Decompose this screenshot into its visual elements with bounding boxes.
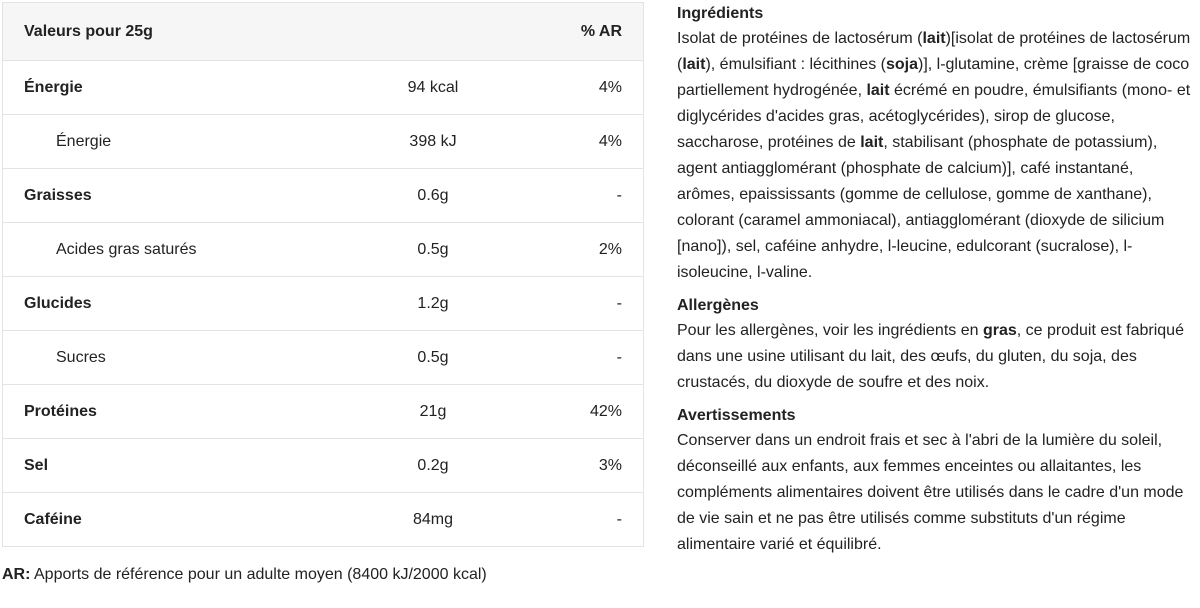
nutrition-table: [2, 2, 644, 547]
nutrient-name: Sel: [24, 456, 49, 474]
ingredients-text: Isolat de protéines de lactosérum (lait)[isolat de protéines de lactosérum (lait), émulsifiant : lécithines (soja)], l-glutamine, crème [graisse de coco partiellement hydrogénée, lait écrémé en poudre, émulsifiants (mono- et diglycérides d'acides gras, acétoglycérides), sirop de glucose, saccharose, protéines de lait, stabilisant (phosphate de potassium), agent antiagglomérant (phosphate de calcium)], café instantané, arômes, epaississants (gomme de cellulose, gomme de xanthane), colorant (caramel ammoniacal), antiagglomérant (dioxyde de silicium [nano]), sel, caféine anhydre, l-leucine, edulcorant (sucralose), l-isoleucine, l-valine.: [677, 30, 1191, 281]
nutrient-value: 0.5g: [417, 348, 449, 366]
table-row: [3, 331, 643, 385]
allergens-text: Pour les allergènes, voir les ingrédients en gras, ce produit est fabriqué dans une usine utilisant du lait, des œufs, du gluten, du soja, des crustacés, du dioxyde de soufre et des noix.: [677, 322, 1184, 391]
nutrient-name: Protéines: [24, 402, 97, 420]
header-portion-label: Valeurs pour 25g: [24, 22, 153, 40]
nutrient-ar: 3%: [598, 456, 622, 474]
nutrient-ar: 2%: [598, 240, 622, 258]
nutrient-ar: -: [616, 186, 622, 204]
table-row: [3, 223, 643, 277]
table-row: [3, 169, 643, 223]
table-row: [3, 61, 643, 115]
table-row: [3, 439, 643, 493]
nutrient-name: Graisses: [24, 186, 92, 204]
warnings-text: Conserver dans un endroit frais et sec à l'abri de la lumière du soleil, déconseillé aux enfants, aux femmes enceintes ou allaitantes, les compléments alimentaires doivent être utilisés dans le cadre d'un mode de vie sain et ne pas être utilisés comme substituts d'un régime alimentaire varié et équilibré.: [677, 432, 1184, 553]
allergen-highlight: lait: [860, 134, 884, 151]
table-row: [3, 277, 643, 331]
nutrition-table-header: [3, 3, 643, 61]
table-row: [3, 493, 643, 547]
nutrient-ar: 4%: [598, 78, 622, 96]
nutrient-ar: 42%: [589, 402, 622, 420]
nutrient-value: 0.5g: [417, 240, 449, 258]
nutrient-name: Sucres: [56, 348, 106, 366]
allergen-highlight: lait: [682, 56, 706, 73]
bold-keyword: gras: [982, 322, 1017, 339]
table-row: [3, 115, 643, 169]
allergen-highlight: lait: [922, 30, 946, 47]
nutrient-value: 0.6g: [417, 186, 449, 204]
ar-footnote: [2, 566, 487, 584]
nutrient-name: Caféine: [24, 510, 82, 528]
nutrient-ar: -: [616, 348, 622, 366]
product-info: [677, 4, 1192, 568]
nutrient-value: 398 kJ: [409, 132, 457, 150]
nutrient-name: Glucides: [24, 294, 92, 312]
nutrient-value: 0.2g: [417, 456, 449, 474]
nutrient-value: 1.2g: [417, 294, 449, 312]
table-row: [3, 385, 643, 439]
allergen-highlight: lait: [866, 82, 890, 99]
warnings-heading: Avertissements: [677, 407, 796, 424]
ar-footnote-text: Apports de référence pour un adulte moyen (8400 kJ/2000 kcal): [30, 566, 487, 583]
ar-footnote-key: AR:: [2, 566, 31, 583]
nutrient-name: Énergie: [56, 132, 112, 150]
allergens-heading: Allergènes: [677, 297, 759, 314]
header-ar-label: % AR: [580, 22, 622, 40]
nutrient-value: 84mg: [412, 510, 454, 528]
nutrient-name: Énergie: [24, 78, 83, 96]
nutrient-name: Acides gras saturés: [56, 240, 197, 258]
nutrient-value: 94 kcal: [407, 78, 459, 96]
nutrient-value: 21g: [419, 402, 447, 420]
nutrient-ar: -: [616, 510, 622, 528]
ingredients-heading: Ingrédients: [677, 5, 764, 22]
nutrient-ar: 4%: [598, 132, 622, 150]
nutrient-ar: -: [616, 294, 622, 312]
allergen-highlight: soja: [885, 56, 918, 73]
